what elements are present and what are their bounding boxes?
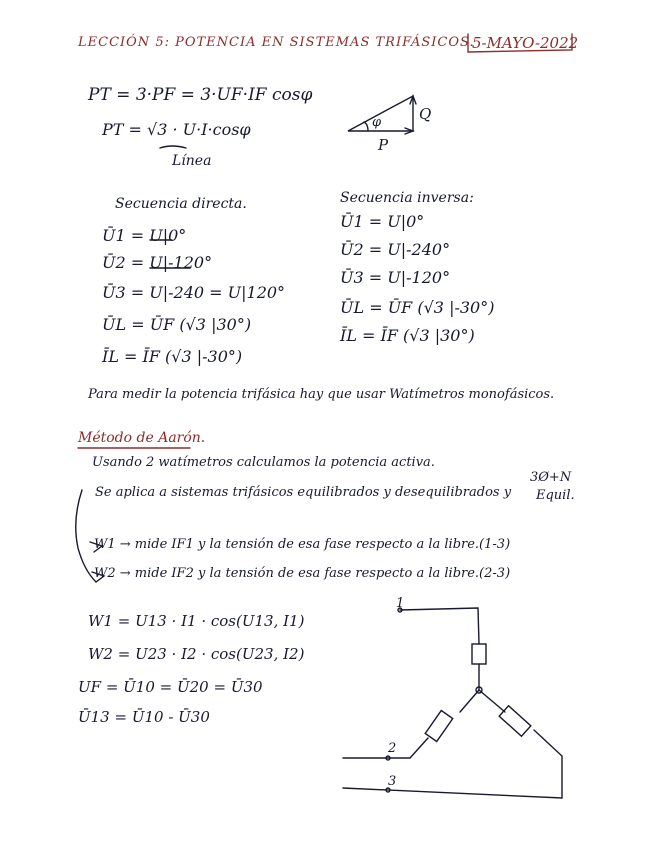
triangle-p-label: P bbox=[378, 136, 389, 154]
seq-inverse-title: Secuencia inversa: bbox=[340, 190, 474, 206]
seq-direct-line: Ū3 = U|-240 = U|120° bbox=[102, 283, 286, 302]
resistor-top bbox=[472, 644, 486, 664]
equation-uf: UF = Ū10 = Ū20 = Ū30 bbox=[78, 678, 263, 696]
triangle-q-label: Q bbox=[419, 105, 432, 123]
node-2-label: 2 bbox=[388, 741, 397, 756]
aron-line-2: Se aplica a sistemas trifásicos equilibrados y desequilibrados y bbox=[95, 485, 512, 500]
seq-inverse-line: Ū3 = U|-120° bbox=[340, 268, 451, 287]
triangle-phi-label: φ bbox=[372, 115, 382, 130]
equation-u13: Ū13 = Ū10 - Ū30 bbox=[78, 708, 210, 726]
seq-direct-line: Ū1 = U|0° bbox=[102, 226, 187, 245]
resistor-right bbox=[499, 706, 531, 736]
triangle-angle-arc bbox=[364, 122, 368, 131]
resistor-left bbox=[425, 711, 453, 742]
date-box bbox=[468, 34, 572, 52]
aron-title: Método de Aarón. bbox=[78, 430, 206, 446]
formula-pt-line: PT = √3 · U·I·cosφ bbox=[102, 120, 251, 139]
line-underline bbox=[160, 146, 186, 148]
wire-left-down bbox=[343, 738, 428, 758]
node-3-label: 3 bbox=[388, 774, 397, 789]
seq-direct-line: ŪL = ŪF (√3 |30°) bbox=[102, 315, 252, 334]
seq-direct-title: Secuencia directa. bbox=[115, 196, 247, 212]
aron-w1: W1 → mide IF1 y la tensión de esa fase respecto a la libre.(1-3) bbox=[94, 537, 511, 552]
seq-inverse-line: Ū2 = U|-240° bbox=[340, 240, 451, 259]
seq-inverse-line: ĪL = ĪF (√3 |30°) bbox=[340, 326, 475, 345]
seq-direct-line: ĪL = ĪF (√3 |-30°) bbox=[102, 347, 243, 366]
wire-right-down bbox=[343, 730, 562, 798]
date-label: 5-MAYO-2022 bbox=[472, 34, 579, 52]
node-1-label: 1 bbox=[396, 596, 405, 611]
line-note: Línea bbox=[172, 153, 212, 169]
aron-aside-top: 3Ø+N bbox=[530, 470, 572, 485]
brace-arrow-1 bbox=[90, 542, 102, 552]
aron-aside-bottom: Equil. bbox=[536, 488, 575, 503]
seq-inverse-line: ŪL = ŪF (√3 |-30°) bbox=[340, 298, 495, 317]
wire-1 bbox=[400, 608, 479, 644]
aron-w2: W2 → mide IF2 y la tensión de esa fase respecto a la libre.(2-3) bbox=[94, 566, 511, 581]
aron-line-1: Usando 2 watímetros calculamos la potencia activa. bbox=[92, 455, 435, 470]
wire-left-branch bbox=[460, 690, 479, 712]
seq-inverse-line: Ū1 = U|0° bbox=[340, 212, 425, 231]
equation-w1: W1 = U13 · I1 · cos(U13, I1) bbox=[88, 612, 305, 630]
formula-pt-phase: PT = 3·PF = 3·UF·IF cosφ bbox=[88, 85, 313, 105]
measurement-note: Para medir la potencia trifásica hay que usar Watímetros monofásicos. bbox=[88, 387, 555, 402]
wire-right-branch bbox=[479, 690, 505, 712]
equation-w2: W2 = U23 · I2 · cos(U23, I2) bbox=[88, 645, 305, 663]
lesson-title: LECCIÓN 5: POTENCIA EN SISTEMAS TRIFÁSICOS. bbox=[78, 35, 475, 50]
seq-direct-line: Ū2 = U|-120° bbox=[102, 253, 213, 272]
left-brace bbox=[76, 490, 96, 582]
power-triangle bbox=[348, 96, 413, 131]
